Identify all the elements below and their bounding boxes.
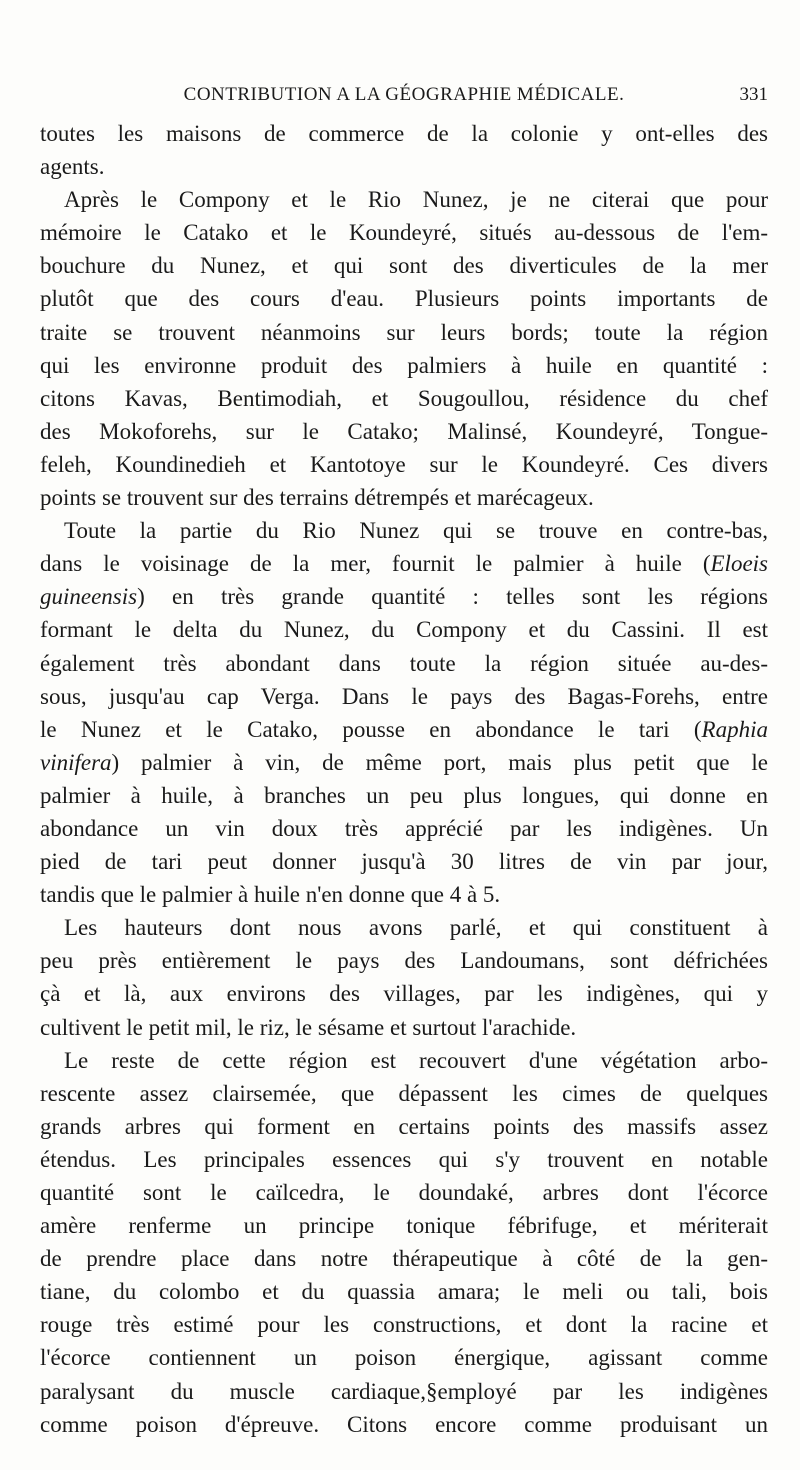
- text-line: [40, 514, 768, 547]
- text-segment: Toute la partie du Rio Nunez qui se trouve en contre-bas,: [64, 518, 768, 544]
- running-head: CONTRIBUTION A LA GÉOGRAPHIE MÉDICALE.: [183, 84, 625, 105]
- text-line: abondance un vin doux très apprécié par les indigènes. Un: [40, 815, 768, 841]
- text-line: feleh, Koundinedieh et Kantotoye sur le Koundeyré. Ces divers: [40, 451, 768, 477]
- text-line: [40, 713, 768, 746]
- text-line: grands arbres qui forment en certains points des massifs assez: [40, 1113, 768, 1139]
- text-line: [40, 746, 768, 779]
- text-line: tiane, du colombo et du quassia amara; le meli ou tali, bois: [40, 1279, 768, 1305]
- text-line: étendus. Les principales essences qui s'y trouvent en notable: [40, 1146, 768, 1172]
- text-segment: ) en très grande quantité : telles sont les régions: [137, 584, 768, 610]
- italic-term: Raphia: [701, 716, 768, 742]
- text-line: palmier à huile, à branches un peu plus longues, qui donne en: [40, 782, 768, 808]
- body-text: [40, 117, 768, 1441]
- page-number: 331: [739, 84, 768, 105]
- italic-term: Eloeis: [710, 551, 768, 577]
- text-line: l'écorce contiennent un poison énergique, agissant comme: [40, 1345, 768, 1371]
- text-line: amère renferme un principe tonique fébrifuge, et mériterait: [40, 1213, 768, 1239]
- text-line: comme poison d'épreuve. Citons encore comme produisant un: [40, 1411, 768, 1437]
- text-line: formant le delta du Nunez, du Compony et du Cassini. Il est: [40, 617, 768, 643]
- text-line: Les hauteurs dont nous avons parlé, et qui constituent à: [64, 915, 768, 941]
- text-line: sous, jusqu'au cap Verga. Dans le pays des Bagas-Forehs, entre: [40, 683, 768, 709]
- text-line: citons Kavas, Bentimodiah, et Sougoullou, résidence du chef: [40, 385, 768, 411]
- text-line: tandis que le palmier à huile n'en donne que 4 à 5.: [40, 882, 501, 908]
- text-line: peu près entièrement le pays des Landoumans, sont défrichées: [40, 948, 768, 974]
- text-segment: le Nunez et le Catako, pousse en abondance le tari (: [40, 716, 702, 742]
- text-line: points se trouvent sur des terrains détrempés et marécageux.: [40, 485, 594, 511]
- text-line: Le reste de cette région est recouvert d'une végétation arbo-: [64, 1047, 768, 1073]
- italic-term: guineensis: [40, 584, 138, 610]
- text-line: mémoire le Catako et le Koundeyré, situés au-dessous de l'em-: [40, 220, 768, 246]
- text-line: de prendre place dans notre thérapeutique à côté de la gen-: [40, 1246, 768, 1272]
- text-line: toutes les maisons de commerce de la colonie y ont-elles des: [40, 121, 768, 146]
- text-line: des Mokoforehs, sur le Catako; Malinsé, Koundeyré, Tongue-: [40, 418, 768, 444]
- text-line: [40, 547, 768, 580]
- page-header: [40, 80, 768, 110]
- text-line: rouge très estimé pour les constructions, et dont la racine et: [40, 1312, 768, 1338]
- text-line: Après le Compony et le Rio Nunez, je ne citerai que pour: [64, 187, 768, 213]
- text-line: traite se trouvent néanmoins sur leurs bords; toute la région: [40, 319, 768, 345]
- italic-term: vinifera: [40, 749, 112, 775]
- text-line: plutôt que des cours d'eau. Plusieurs points importants de: [40, 286, 768, 312]
- text-segment: ) palmier à vin, de même port, mais plus petit que le: [111, 749, 768, 775]
- text-line: paralysant du muscle cardiaque,§employé par les indigènes: [40, 1378, 768, 1404]
- text-line: çà et là, aux environs des villages, par les indigènes, qui y: [40, 981, 768, 1007]
- text-line: cultivent le petit mil, le riz, le sésame et surtout l'arachide.: [40, 1014, 577, 1040]
- text-line: bouchure du Nunez, et qui sont des diverticules de la mer: [40, 253, 768, 279]
- text-segment: dans le voisinage de la mer, fournit le palmier à huile (: [40, 551, 711, 577]
- text-line: qui les environne produit des palmiers à huile en quantité :: [40, 352, 768, 378]
- text-line: rescente assez clairsemée, que dépassent les cimes de quelques: [40, 1080, 768, 1106]
- text-line: pied de tari peut donner jusqu'à 30 litres de vin par jour,: [40, 849, 768, 875]
- text-line: quantité sont le caïlcedra, le doundaké, arbres dont l'écorce: [40, 1180, 768, 1205]
- text-line: [40, 580, 768, 613]
- text-line: agents.: [40, 154, 105, 180]
- text-line: également très abondant dans toute la région située au-des-: [40, 650, 768, 676]
